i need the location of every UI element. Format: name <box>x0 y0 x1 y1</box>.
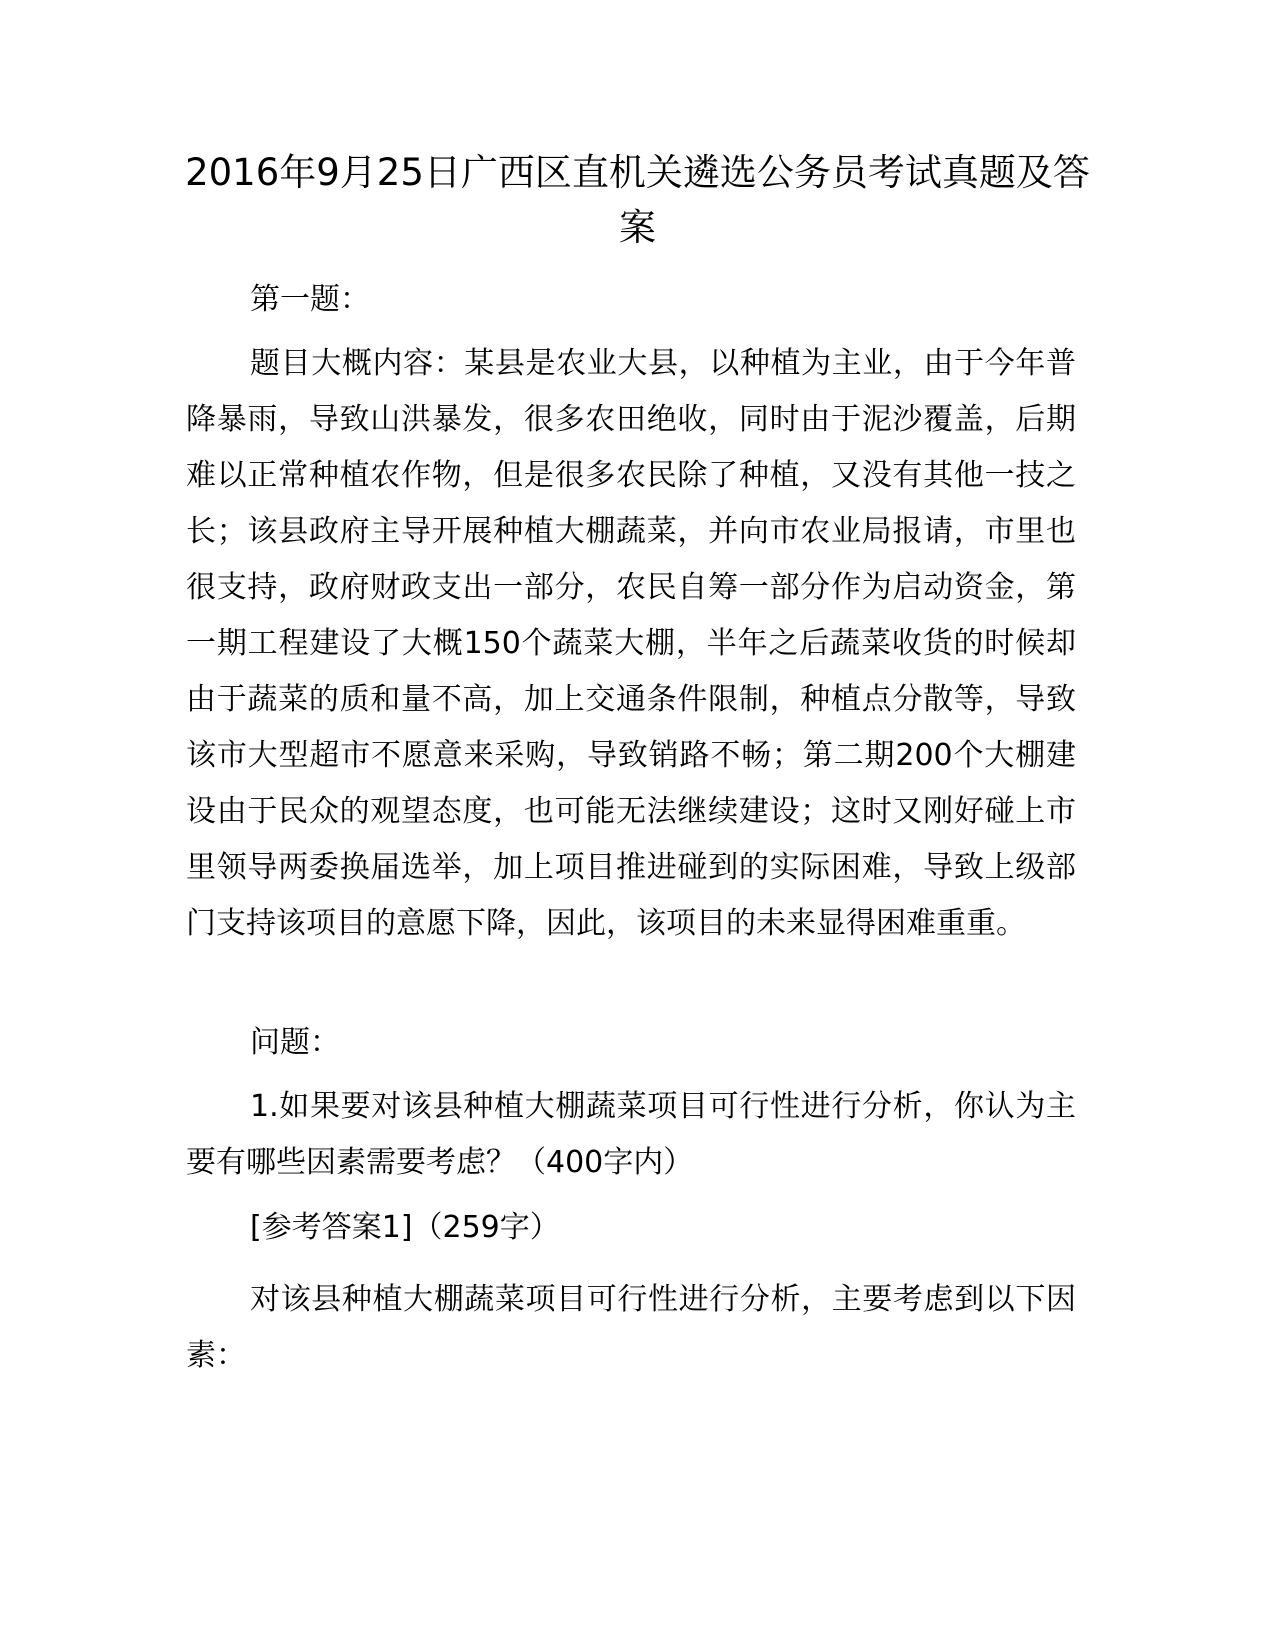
document-title: 2016年9月25日广西区直机关遴选公务员考试真题及答案 <box>185 151 1090 249</box>
question-one-text: 1.如果要对该县种植大棚蔬菜项目可行性进行分析，你认为主要有哪些因素需要考虑？（400字内） <box>186 1089 1076 1180</box>
reference-answer-heading: [参考答案1]（259字） <box>250 1210 560 1245</box>
questions-heading: 问题： <box>250 1025 340 1060</box>
section-heading-question-one: 第一题： <box>250 282 370 317</box>
reference-answer-intro: 对该县种植大棚蔬菜项目可行性进行分析，主要考虑到以下因素： <box>186 1282 1076 1373</box>
question-background-paragraph: 题目大概内容：某县是农业大县，以种植为主业，由于今年普降暴雨，导致山洪暴发，很多农田绝收，同时由于泥沙覆盖，后期难以正常种植农作物，但是很多农民除了种植，又没有其他一技之长；该县政府主导开展种植大棚蔬菜，并向市农业局报请，市里也很支持，政府财政支出一部分，农民自筹一部分作为启动资金，第一期工程建设了大概150个蔬菜大棚，半年之后蔬菜收货的时候却由于蔬菜的质和量不高，加上交通条件限制，种植点分散等，导致该市大型超市不愿意来采购，导致销路不畅；第二期200个大棚建设由于民众的观望态度，也可能无法继续建设；这时又刚好碰上市里领导两委换届选举，加上项目推进碰到的实际困难，导致上级部门支持该项目的意愿下降，因此，该项目的未来显得困难重重。 <box>186 346 1076 941</box>
